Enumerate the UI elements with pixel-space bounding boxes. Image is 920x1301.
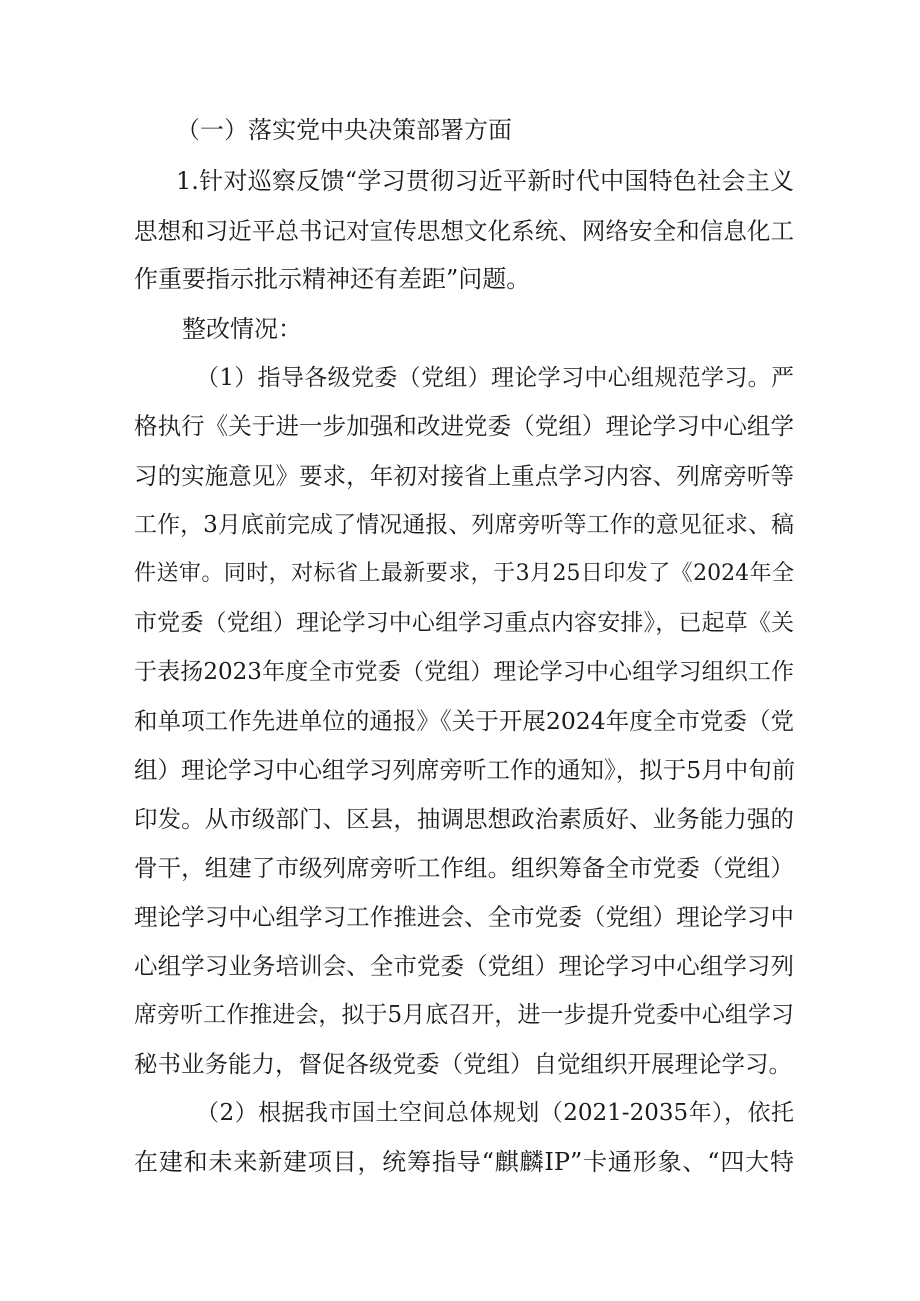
- para1-line: 组）理论学习中心组学习列席旁听工作的通知》，拟于5月中旬前: [134, 756, 796, 784]
- para1-line: 工作，3月底前完成了情况通报、列席旁听等工作的意见征求、稿: [134, 512, 794, 538]
- para1-line: 席旁听工作推进会，拟于5月底召开，进一步提升党委中心组学习: [134, 1002, 794, 1028]
- para2-line: 在建和未来新建项目，统筹指导“麒麟IP”卡通形象、“四大特: [134, 1148, 794, 1176]
- para1-line: 秘书业务能力，督促各级党委（党组）自觉组织开展理论学习。: [134, 1050, 792, 1078]
- para2-line: （2）根据我市国土空间总体规划（2021-2035年），依托: [196, 1100, 794, 1126]
- para1-line: 市党委（党组）理论学习中心组学习重点内容安排》，已起草《关: [134, 610, 794, 636]
- para1-line: （1）指导各级党委（党组）理论学习中心组规范学习。严: [196, 365, 794, 391]
- rectification-label: 整改情况：: [182, 315, 302, 343]
- para1-line: 骨干，组建了市级列席旁听工作组。组织筹备全市党委（党组）: [134, 854, 794, 882]
- item1-line: 思想和习近平总书记对宣传思想文化系统、网络安全和信息化工: [134, 217, 794, 245]
- para1-line: 心组学习业务培训会、全市党委（党组）理论学习中心组学习列: [134, 952, 794, 980]
- item1-line: 1.针对巡察反馈“学习贯彻习近平新时代中国特色社会主义: [176, 167, 794, 195]
- para1-line: 格执行《关于进一步加强和改进党委（党组）理论学习中心组学: [134, 412, 794, 440]
- item1-line: 作重要指示批示精神还有差距”问题。: [134, 265, 531, 293]
- para1-line: 和单项工作先进单位的通报》《关于开展2024年度全市党委（党: [134, 707, 794, 735]
- section-heading: （一）落实党中央决策部署方面: [176, 116, 512, 144]
- para1-line: 习的实施意见》要求，年初对接省上重点学习内容、列席旁听等: [134, 462, 794, 490]
- para1-line: 件送审。同时，对标省上最新要求，于3月25日印发了《2024年全: [134, 561, 794, 586]
- para1-line: 于表扬2023年度全市党委（党组）理论学习中心组学习组织工作: [134, 659, 794, 685]
- para1-line: 印发。从市级部门、区县，抽调思想政治素质好、业务能力强的: [134, 805, 794, 833]
- para1-line: 理论学习中心组学习工作推进会、全市党委（党组）理论学习中: [134, 903, 794, 931]
